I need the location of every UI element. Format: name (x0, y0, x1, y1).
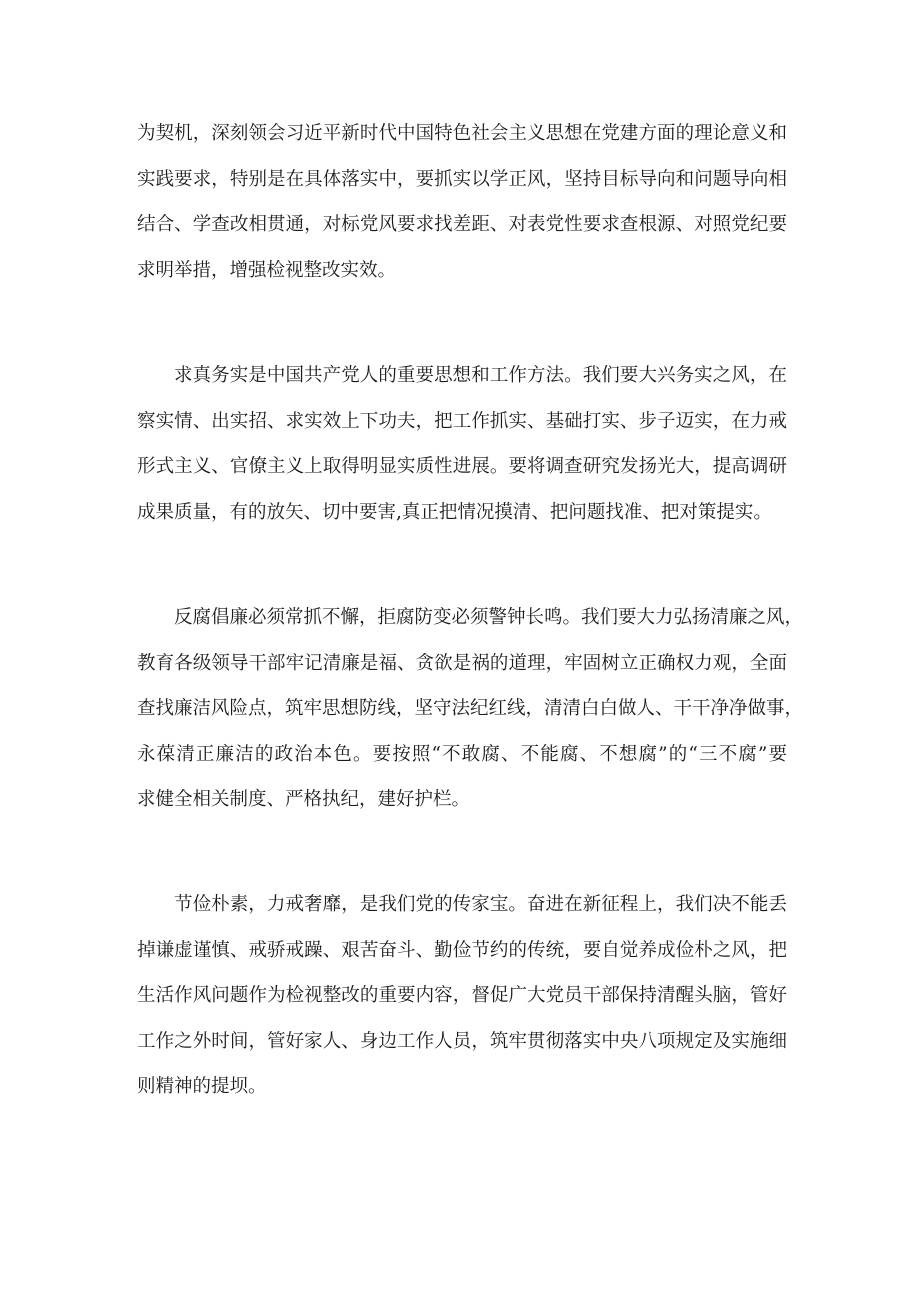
paragraph-line: 永葆清正廉洁的政治本色。要按照“不敢腐、不能腐、不想腐”的“三不腐”要 (137, 743, 787, 765)
paragraph-line: 教育各级领导干部牢记清廉是福、贪欲是祸的道理，牢固树立正确权力观，全面 (137, 652, 787, 674)
paragraph-line: 掉谦虚谨慎、戒骄戒躁、艰苦奋斗、勤俭节约的传统，要自觉养成俭朴之风，把 (137, 939, 787, 961)
paragraph-line: 则精神的提坝。 (137, 1076, 267, 1097)
paragraph-line: 求真务实是中国共产党人的重要思想和工作方法。我们要大兴务实之风，在 (174, 365, 787, 386)
paragraph-line: 节俭朴素，力戒奢靡，是我们党的传家宝。奋进在新征程上，我们决不能丢 (174, 894, 787, 915)
paragraph-3 (137, 595, 804, 823)
paragraph-line: 实践要求，特别是在具体落实中，要抓实以学正风，坚持目标导向和问题导向相 (137, 168, 787, 190)
paragraph-line: 形式主义、官僚主义上取得明显实质性进展。要将调查研究发扬光大，提高调研 (137, 456, 787, 477)
paragraph-line: 工作之外时间，管好家人、身边工作人员，筑牢贯彻落实中央八项规定及实施细 (137, 1030, 787, 1052)
paragraph-line: 为契机，深刻领会习近平新时代中国特色社会主义思想在党建方面的理论意义和 (137, 123, 787, 144)
paragraph-4 (137, 882, 787, 1110)
paragraph-line: 求明举措，增强检视整改实效。 (137, 259, 397, 281)
paragraph-1 (137, 111, 787, 293)
paragraph-line: 查找廉洁风险点，筑牢思想防线，坚守法纪红线，清清白白做人、干干净净做事， (137, 698, 804, 719)
paragraph-line: 生活作风问题作为检视整改的重要内容，督促广大党员干部保持清醒头脑，管好 (137, 985, 787, 1006)
paragraph-line: 察实情、出实招、求实效上下功夫，把工作抓实、基础打实、步子迈实，在力戒 (137, 410, 787, 432)
paragraph-line: 求健全相关制度、严格执纪，建好护栏。 (137, 789, 471, 810)
paragraph-line: 反腐倡廉必须常抓不懈，拒腐防变必须警钟长鸣。我们要大力弘扬清廉之风， (174, 607, 804, 628)
paragraph-line: 结合、学查改相贯通，对标党风要求找差距、对表党性要求查根源、对照党纪要 (137, 214, 787, 235)
paragraph-2 (137, 353, 787, 535)
paragraph-line: 成果质量，有的放矢、切中要害,真正把情况摸清、把问题找准、把对策提实。 (137, 501, 772, 523)
